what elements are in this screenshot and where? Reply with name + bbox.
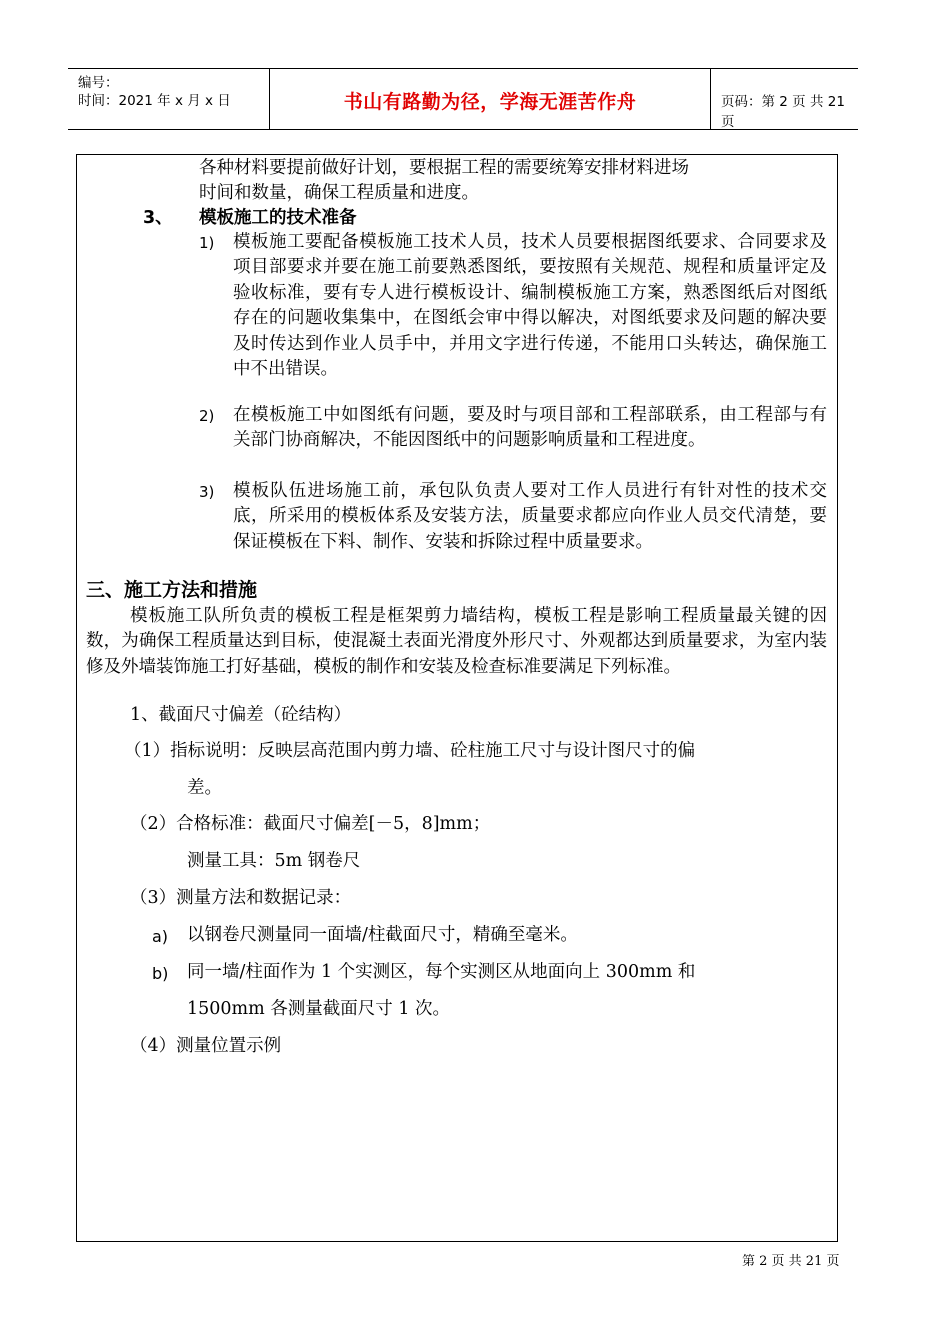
item-1-text: 模板施工要配备模板施工技术人员，技术人员要根据图纸要求、合同要求及项目部要求并要在施工前要熟悉图纸，要按照有关规范、规程和质量评定及验收标准，要有专人进行模板设计、编制模板施工方案，熟悉图纸后对图纸存在的问题收集集中，在图纸会审中得以解决，对图纸要求及问题的解决要及时传达到作业人员手中，并用文字进行传递，不能用口头转达，确保施工中不出错误。	[233, 232, 827, 380]
measure-2-line-2: 测量工具：5m 钢卷尺	[187, 851, 361, 871]
measure-b-number: b)	[152, 964, 169, 983]
header-motto-cell	[270, 69, 711, 129]
measure-a-text: 以钢卷尺测量同一面墙/柱截面尺寸，精确至毫米。	[187, 925, 578, 945]
header-meta-cell	[68, 69, 270, 129]
measure-4-title: （4）测量位置示例	[130, 1036, 282, 1056]
intro-line-1: 各种材料要提前做好计划，要根据工程的需要统筹安排材料进场	[199, 158, 689, 178]
header-page-code: 页码：第 2 页 共 21 页	[721, 94, 845, 130]
section-3-title: 模板施工的技术准备	[199, 208, 357, 228]
item-2-text: 在模板施工中如图纸有问题，要及时与项目部和工程部联系，由工程部与有关部门协商解决，不能因图纸中的问题影响质量和工程进度。	[233, 405, 827, 451]
section-3-number: 3、	[143, 208, 173, 228]
page-header	[68, 68, 858, 130]
item-1-number: 1)	[199, 234, 215, 252]
measure-1-line-2: 差。	[187, 778, 222, 798]
header-motto: 书山有路勤为径，学海无涯苦作舟	[343, 91, 637, 113]
document-number-label: 编号：	[78, 75, 119, 91]
measure-b-line-2: 1500mm 各测量截面尺寸 1 次。	[187, 999, 451, 1019]
measure-2-line-1: （2）合格标准：截面尺寸偏差[－5，8]mm；	[130, 814, 491, 834]
header-page-cell	[711, 69, 858, 129]
item-3-text: 模板队伍进场施工前，承包队负责人要对工作人员进行有针对性的技术交底，所采用的模板体系及安装方法，质量要求都应向作业人员交代清楚，要保证模板在下料、制作、安装和拆除过程中质量要求。	[233, 481, 827, 552]
page-footer: 第 2 页 共 21 页	[742, 1254, 840, 1269]
section-paragraph: 模板施工队所负责的模板工程是框架剪力墙结构，模板工程是影响工程质量最关键的因数，为确保工程质量达到目标，使混凝土表面光滑度外形尺寸、外观都达到质量要求，为室内装修及外墙装饰施工打好基础，模板的制作和安装及检查标准要满足下列标准。	[86, 606, 827, 677]
measure-1-line-1: （1）指标说明：反映层高范围内剪力墙、砼柱施工尺寸与设计图尺寸的偏	[124, 741, 696, 761]
document-time-label: 时间：2021 年 x 月 x 日	[78, 93, 231, 109]
item-2-number: 2)	[199, 407, 215, 425]
section-title: 三、施工方法和措施	[86, 579, 258, 601]
measure-a-number: a)	[152, 927, 169, 946]
intro-line-2: 时间和数量，确保工程质量和进度。	[199, 183, 479, 203]
measure-3-title: （3）测量方法和数据记录：	[130, 888, 352, 908]
measure-b-line-1: 同一墙/柱面作为 1 个实测区，每个实测区从地面向上 300mm 和	[187, 962, 696, 982]
subsection-1-title: 1、截面尺寸偏差（砼结构）	[130, 705, 352, 725]
item-3-number: 3)	[199, 483, 215, 501]
